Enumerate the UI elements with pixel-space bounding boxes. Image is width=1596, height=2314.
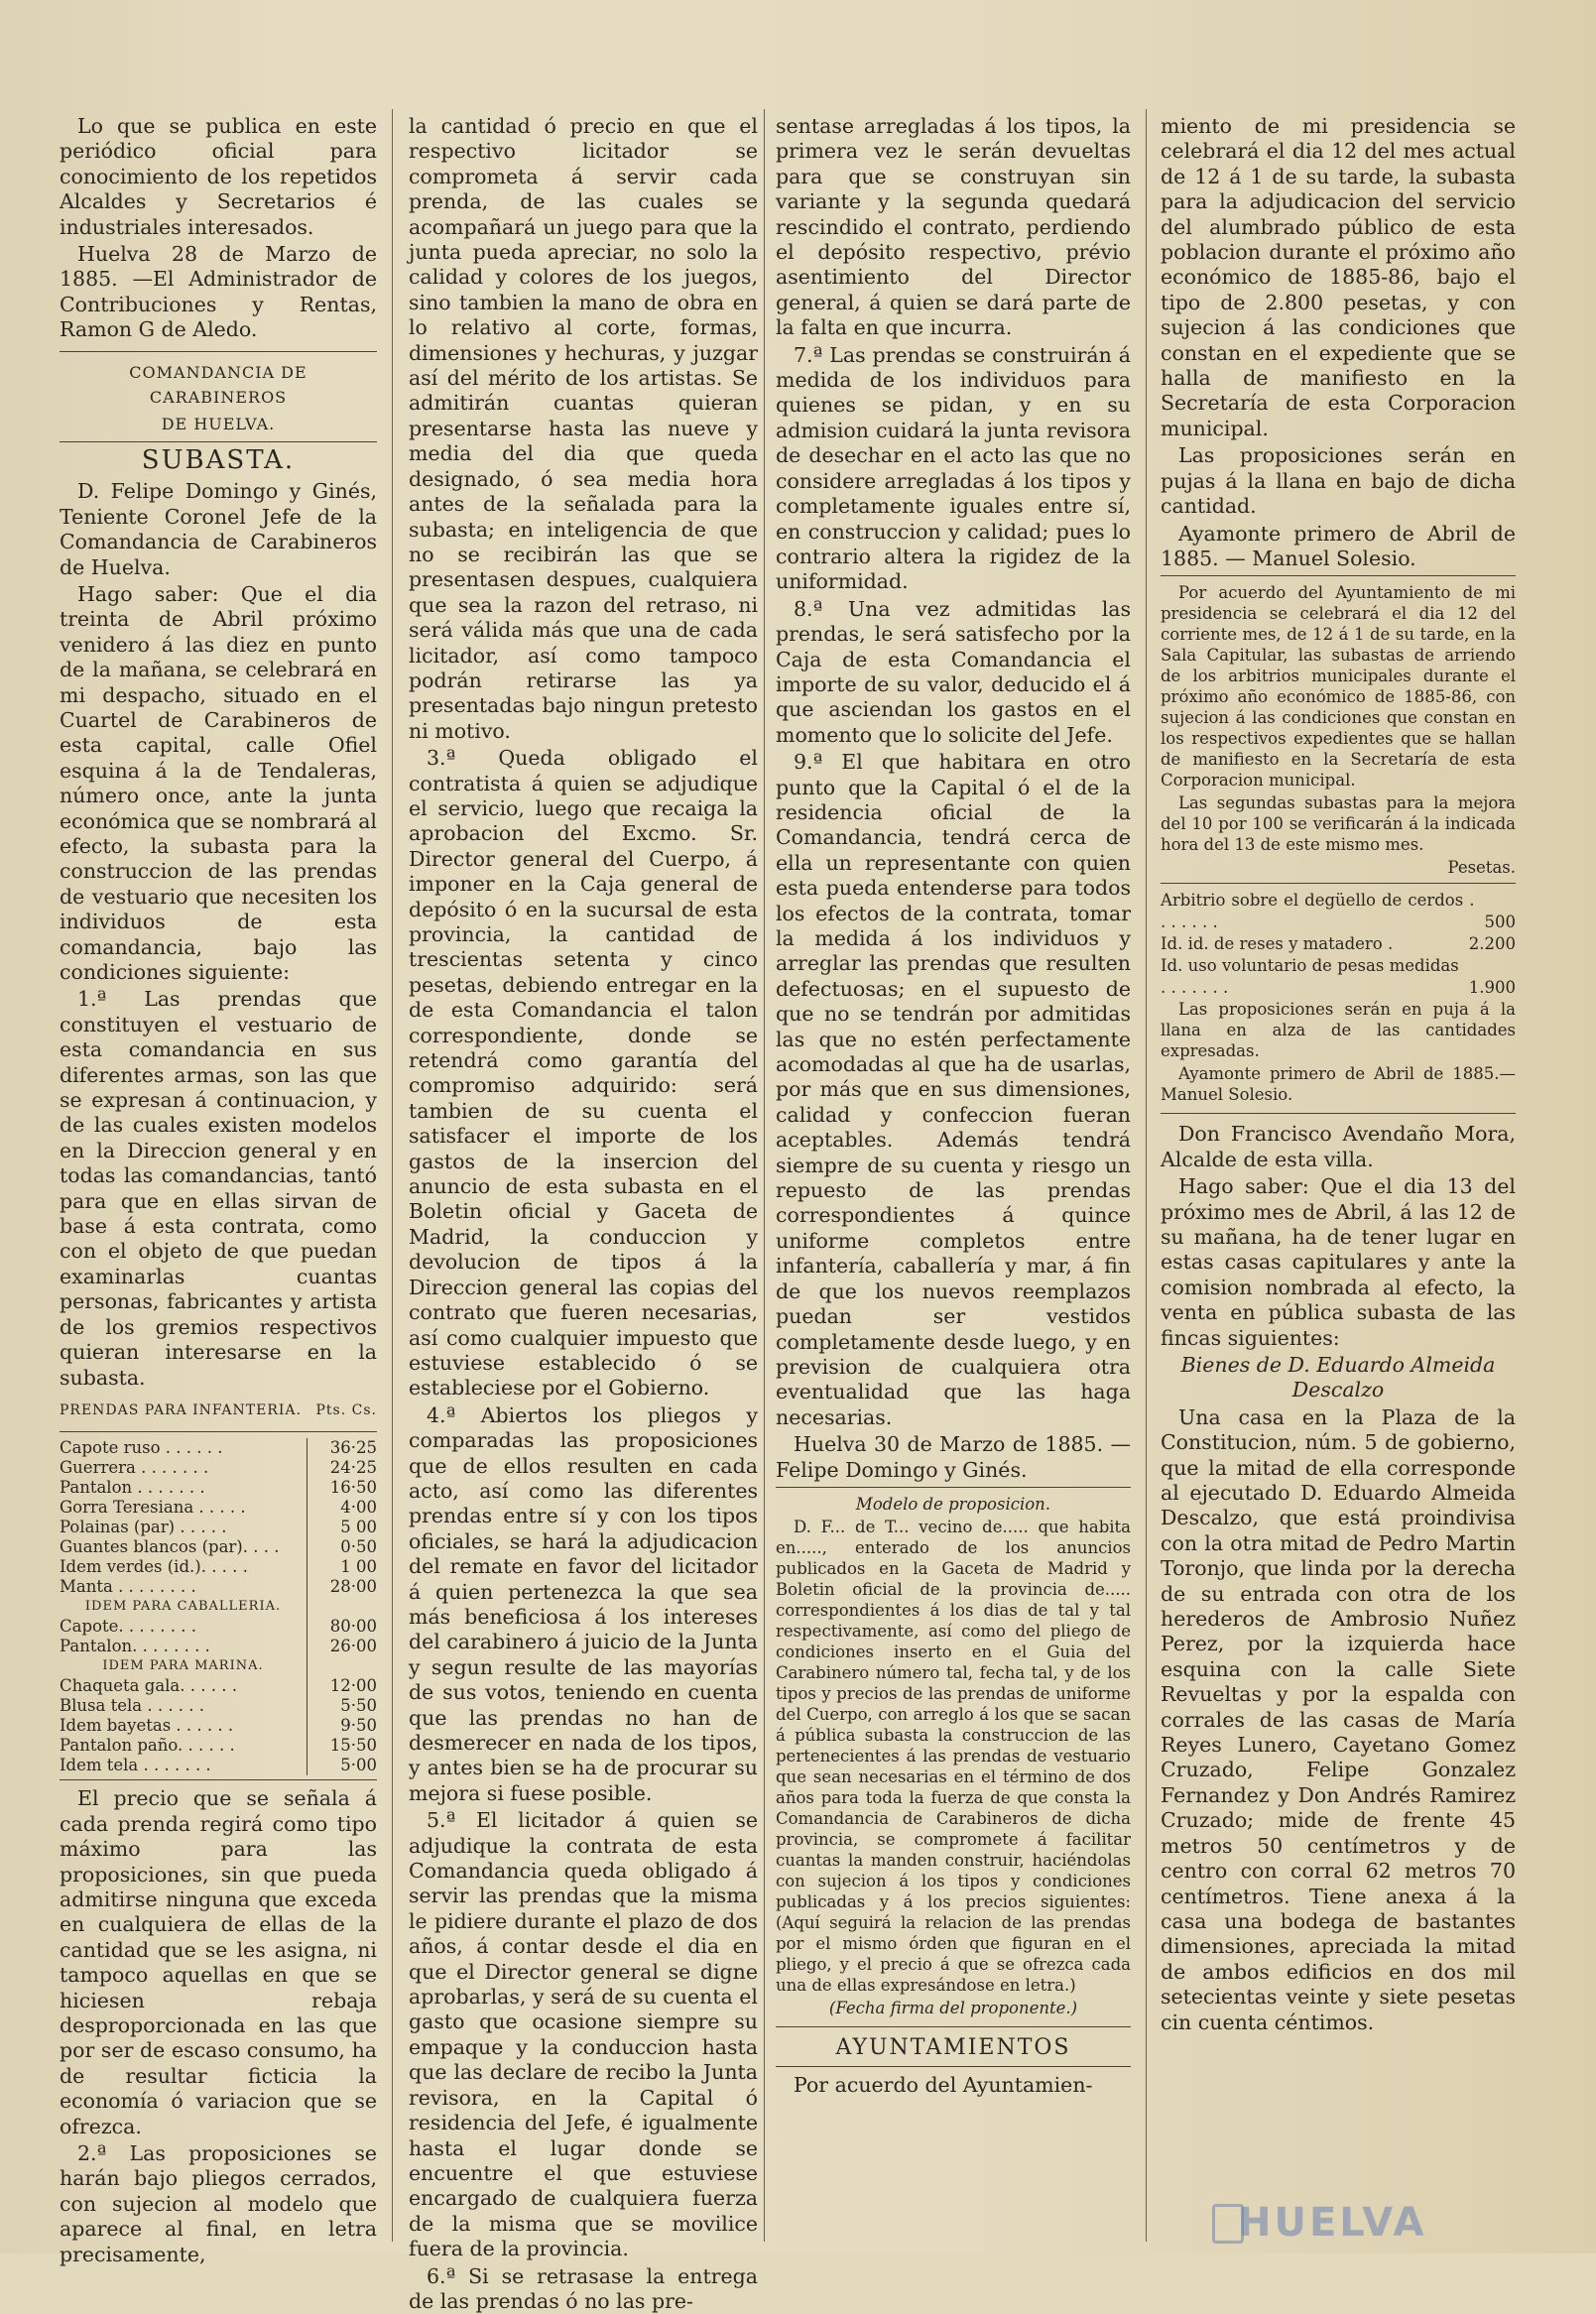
table-header-right: Pts. Cs. [315,1401,377,1418]
table-row [60,1696,377,1716]
price-table-header [60,1399,377,1423]
notice-title: SUBASTA. [141,444,296,475]
item-name: Idem verdes (id.). . . . . [60,1557,248,1577]
column-rule [392,109,393,2242]
item-name: Capote. . . . . . . . [60,1617,197,1637]
divider [776,1487,1131,1488]
item-name: Blusa tela . . . . . . [60,1696,205,1716]
paragraph: 4.ª Abiertos los pliegos y comparadas las proposiciones que de ellos resulten en cada acto, así como las diferentes prendas entre sí y con los tipos oficiales, se hará la adjudicacion del remate en favor del licitador á quien pertenezca la que sea más beneficiosa á los intereses del carabinero á juicio de la Junta y segun resulte de las mayorías de sus votos, teniendo en cuenta que las prendas no han de desmerecer en nada de los tipos, y antes bien se ha de procurar su mejora si fuese posible. [409,1402,758,1805]
table-row [60,1756,377,1775]
section-heading: DE HUELVA. [161,415,276,434]
section-title: AYUNTAMIENTOS [835,2034,1071,2060]
table-row [60,1716,377,1736]
subsection-title: Bienes de D. Eduardo Almeida Descalzo [1180,1352,1496,1402]
paragraph: Huelva 28 de Marzo de 1885. —El Administrador de Contribuciones y Rentas, Ramon G de Aledo. [60,242,377,342]
divider [60,1779,377,1780]
table-row [60,1736,377,1756]
paragraph: 9.ª El que habitara en otro punto que la Capital ó el de la residencia oficial de la Comandancia, tendrá cerca de ella un representante con quien esta pueda entenderse para todos los efectos de la contrata, tomar la medida á los individuos y arreglar las prendas que resulten defectuosas; en el supuesto de que no se tendrán por admitidas las que no estén perfectamente acomodadas al que ha de usarlas, por más que en sus dimensiones, calidad y confeccion fueran aceptables. Además tendrá siempre de su cuenta y riesgo un repuesto de las prendas correspondientes á quince uniforme completos entre infantería, caballería y mar, á fin de que los nuevos reemplazos puedan ser vestidos completamente desde luego, y en prevision de cualquiera otra eventualidad que las haga necesarias. [776,750,1131,1429]
table-subheading-row [60,1597,377,1617]
table-row [60,1438,377,1458]
arbitrios-table [1161,857,1516,999]
paragraph: 1.ª Las prendas que constituyen el vestuario de esta comandancia en sus diferentes armas, son las que se expresan á continuacion, y de las cuales existen modelos en la Direccion general y en todas las comandancias, tantó para que en ellas sirvan de base á esta contrata, como con el objeto de que puedan examinarlas cuantas personas, fabricantes y artista de los gremios respectivos quieran interesarse en la subasta. [60,987,377,1390]
paragraph: El precio que se señala á cada prenda regirá como tipo máximo para las proposiciones, sin que pueda admitirse ninguna que exceda en cualquiera de ellas de la cantidad que se les asigna, ni tampoco aquellas en que se hiciesen rebaja desproporcionada en las que por ser de escaso consumo, ha de resultar ficticia la economía ó variacion que se ofrezca. [60,1786,377,2138]
table-row [60,1537,377,1557]
paragraph: Don Francisco Avendaño Mora, Alcalde de esta villa. [1161,1122,1516,1171]
signature-note: (Fecha firma del proponente.) [828,1998,1078,2017]
item-name: Guerrera . . . . . . . [60,1458,209,1478]
paragraph: Hago saber: Que el dia 13 del próximo mes de Abril, á las 12 de su mañana, ha de tener lugar en estas casas capitulares y ante la comision nombrada al efecto, la venta en pública subasta de las fincas siguientes: [1161,1174,1516,1350]
paragraph: D. Felipe Domingo y Ginés, Teniente Coronel Jefe de la Comandancia de Carabineros de Huelva. [60,479,377,579]
item-name: Arbitrio sobre el degüello de cerdos . . . . . . . [1161,891,1475,932]
item-price: 5·50 [307,1696,378,1716]
divider [60,1431,377,1432]
table-header-left: PRENDAS PARA INFANTERIA. [60,1401,302,1418]
item-name: Gorra Teresiana . . . . . [60,1498,246,1518]
paragraph: Una casa en la Plaza de la Constitucion, núm. 5 de gobierno, que la mitad de ella corresponde al ejecutado D. Eduardo Almeida Descalzo, que está proindivisa con la otra mitad de Pedro Martin Toronjo, que linda por la derecha de su entrada con otra de los herederos de Ambrosio Nuñez Perez, por la izquierda hace esquina con la calle Siete Revueltas y por la espalda con corrales de las casas de María Reyes Lunero, Cayetano Gomez Cruzado, Felipe Gonzalez Fernandez y Don Andrés Ramirez Cruzado; mide de frente 45 metros 50 centímetros y de centro con corral 62 metros 70 centímetros. Tiene anexa á la casa una bodega de bastantes dimensiones, apreciada la mitad de ambos edificios en dos mil setecientas veinte y siete pesetas cin cuenta céntimos. [1161,1404,1516,2034]
item-price: 24·25 [307,1458,378,1478]
item-price: 80·00 [307,1617,378,1637]
divider [60,441,377,442]
paragraph: Las segundas subastas para la mejora del 10 por 100 se verificarán á la indicada hora del 13 de este mismo mes. [1161,793,1516,855]
paragraph: Por acuerdo del Ayuntamien- [794,2073,1093,2098]
column-3 [776,114,1131,2244]
column-4 [1161,114,1516,2244]
item-name: Idem tela . . . . . . . [60,1756,211,1775]
paragraph: miento de mi presidencia se celebrará el dia 12 del mes actual de 12 á 1 de su tarde, la subasta para la adjudicacion del servicio del alumbrado público de esta poblacion durante el próximo año económico de 1885-86, bajo el tipo de 2.800 pesetas, y con sujecion á las condiciones que constan en el expediente que se halla de manifiesto en la Secretaría de esta Corporacion municipal. [1161,114,1516,440]
item-price: 36·25 [307,1438,378,1458]
model-title: Modelo de proposicion. [855,1494,1051,1514]
paragraph: Huelva 30 de Marzo de 1885. —Felipe Domingo y Ginés. [776,1432,1131,1482]
item-name: Guantes blancos (par). . . . [60,1537,280,1557]
table-subheading-row [60,1656,377,1676]
item-price: 0·50 [307,1537,378,1557]
table-cell-empty [307,1597,378,1617]
divider [1161,883,1516,884]
item-name: Capote ruso . . . . . . [60,1438,223,1458]
table-cell-empty [307,1656,378,1676]
item-price: 9·50 [307,1716,378,1736]
divider [776,2026,1131,2027]
item-name: Polainas (par) . . . . . [60,1518,227,1537]
item-price: 4·00 [307,1498,378,1518]
item-name: Pantalon. . . . . . . . [60,1637,210,1656]
divider [1161,575,1516,576]
item-price: 26·00 [307,1637,378,1656]
paragraph: Las proposiciones serán en pujas á la llana en bajo de dicha cantidad. [1161,443,1516,519]
item-name: Id. uso voluntario de pesas medidas . . . . . . . [1161,956,1459,998]
table-header [1161,857,1516,879]
item-price: 5·00 [307,1756,378,1775]
paragraph: 6.ª Si se retrasase la entrega de las prendas ó no las pre- [409,2263,758,2313]
paragraph: Lo que se publica en este periódico oficial para conocimiento de los repetidos Alcaldes y Secretarios é industriales interesados. [60,114,377,239]
item-price: 12·00 [307,1676,378,1696]
table-row [60,1676,377,1696]
paragraph: Las proposiciones serán en puja á la llana en alza de las cantidades expresadas. [1161,1000,1516,1061]
divider [60,351,377,352]
item-price: 5 00 [307,1518,378,1537]
item-name: Chaqueta gala. . . . . . [60,1676,237,1696]
item-price: 1.900 [1468,978,1516,998]
item-price: 1 00 [307,1557,378,1577]
paragraph: 8.ª Una vez admitidas las prendas, le será satisfecho por la Caja de esta Comandancia el importe de su valor, deducido el á que asciendan los gastos en el momento que lo solicite del Jefe. [776,596,1131,747]
table-row [1161,955,1516,999]
table-row [1161,933,1516,955]
item-name: Idem bayetas . . . . . . [60,1716,234,1736]
table-row [60,1458,377,1478]
table-row [60,1478,377,1498]
table-row [60,1498,377,1518]
column-rule [764,109,765,2242]
paragraph: Ayamonte primero de Abril de 1885.—Manuel Solesio. [1161,1064,1516,1105]
table-row [60,1518,377,1537]
item-price: 500 [1484,913,1516,932]
paragraph: 5.ª El licitador á quien se adjudique la contrata de esta Comandancia queda obligado á servir las prendas que la misma le pidiere durante el plazo de dos años, á contar desde el dia en que el Director general se digne aprobarlas, y será de su cuenta el gasto que ocasione siempre su empaque y la conduccion hasta que las declare de recibo la Junta revisora, en la Capital ó residencia del Jefe, é igualmente hasta el lugar donde se encuentre el que estuviese encargado de cualquiera fuerza de la misma que se movilice fuera de la provincia. [409,1808,758,2261]
column-2 [409,114,758,2313]
table-subheading: IDEM PARA CABALLERIA. [84,1599,282,1615]
table-header-right: Pesetas. [1447,858,1516,878]
paragraph: sentase arregladas á los tipos, la primera vez le serán devueltas para que se construyan sin variante y la segunda quedará rescindido el contrato, perdiendo el depósito respectivo, prévio asentimiento del Director general, á quien se dará parte de la falta en que incurra. [776,114,1131,340]
paragraph: Hago saber: Que el dia treinta de Abril próximo venidero á las diez en punto de la mañana, se celebrará en mi despacho, situado en el Cuartel de Carabineros de esta capital, calle Ofiel esquina á la de Tendaleras, número once, ante la junta económica que se nombrará al efecto, la subasta para la construccion de las prendas de vestuario que necesiten los individuos de esta comandancia, bajo las condiciones siguiente: [60,581,377,984]
price-table [60,1438,377,1775]
item-price: 2.200 [1468,934,1516,954]
paragraph: la cantidad ó precio en que el respectivo licitador se comprometa á servir cada prenda, de las cuales se acompañará un juego para que la junta pueda apreciar, no solo la calidad y colores de los juegos, sino tambien la mano de obra en lo relativo al corte, formas, dimensiones y hechuras, y juzgar así del mérito de los artistas. Se admitirán cuantas quieran presentarse hasta las nueve y media del dia que queda designado, ó sea media hora antes de la señalada para la subasta; en inteligencia de que no se recibirán las que se presentasen despues, cualquiera que sea la razon del retraso, ni será válida más que una de cada licitador, así como tampoco podrán retirarse las ya presentadas bajo ningun pretesto ni motivo. [409,114,758,743]
table-row [1161,890,1516,933]
item-price: 28·00 [307,1577,378,1597]
item-name: Pantalon . . . . . . . [60,1478,205,1498]
paragraph: 2.ª Las proposiciones se harán bajo pliegos cerrados, con sujecion al modelo que aparece al final, en letra precisamente, [60,2141,377,2266]
table-row [60,1577,377,1597]
paragraph: Ayamonte primero de Abril de 1885. — Manuel Solesio. [1161,521,1516,570]
item-name: Pantalon paño. . . . . . [60,1736,235,1756]
item-price: 16·50 [307,1478,378,1498]
column-1 [60,114,377,2266]
table-row [60,1637,377,1656]
section-heading: COMANDANCIA DE CARABINEROS [129,362,307,408]
table-subheading: IDEM PARA MARINA. [102,1658,264,1674]
item-name: Id. id. de reses y matadero . [1161,934,1394,954]
watermark: HUELVA [1238,2200,1427,2246]
column-rule [1146,109,1147,2242]
divider [1161,1113,1516,1114]
item-price: 15·50 [307,1736,378,1756]
paragraph: 7.ª Las prendas se construirán á medida de los individuos para quienes se pidan, y en su admision cuidará la junta revisora de desechar en el acto las que no considere arregladas á los tipos y completamente iguales entre sí, en construccion y calidad; pues lo contrario altera la rigidez de la uniformidad. [776,342,1131,594]
table-rows [1161,890,1516,999]
item-name: Manta . . . . . . . . [60,1577,196,1597]
model-text: D. F... de T... vecino de..... que habita en....., enterado de los anuncios publicados en la Gaceta de Madrid y Boletin oficial de la provincia de..... correspondientes á los dias de tal y tal respectivamente, así como del pliego de condiciones inserto en el Guia del Carabinero número tal, fecha tal, y de los tipos y precios de las prendas de uniforme del Cuerpo, con arreglo á los que se sacan á pública subasta la construccion de las pertenecientes á las prendas de vestuario que sean necesarias en el término de dos años para toda la fuerza de que consta la Comandancia de Carabineros de dicha provincia, se compromete á facilitar cuantas la manden construir, haciéndolas con sujecion á los tipos y condiciones publicadas y á los precios siguientes: (Aquí seguirá la relacion de las prendas por el mismo órden que figuran en el pliego, y el precio á que se ofrezca cada una de ellas expresándose en letra.) [776,1517,1131,1995]
paragraph: Por acuerdo del Ayuntamiento de mi presidencia se celebrará el dia 12 del corriente mes, de 12 á 1 de su tarde, en la Sala Capitular, las subastas de arriendo de los arbitrios municipales durante el próximo año económico de 1885-86, con sujecion á las condiciones que constan en los respectivos expedientes que se hallan de manifiesto en la Secretaría de esta Corporacion municipal. [1161,583,1516,791]
table-row [60,1557,377,1577]
table-row [60,1617,377,1637]
paragraph: 3.ª Queda obligado el contratista á quien se adjudique el servicio, luego que recaiga la aprobacion del Excmo. Sr. Director general del Cuerpo, á imponer en la Caja general de depósito ó en la sucursal de esta provincia, la cantidad de trescientas setenta y cinco pesetas, debiendo entregar en la de esta Comandancia el talon correspondiente, donde se retendrá como garantía del compromiso adquirido: será tambien de su cuenta el satisfacer el importe de los gastos de la insercion del anuncio de esta subasta en el Boletin oficial y Gaceta de Madrid, la conduccion y devolucion de tipos á la Direccion general las copias del contrato que fueren necesarias, así como cualquier impuesto que estuviese establecido ó se estableciese por el Gobierno. [409,746,758,1401]
divider [776,2066,1131,2067]
